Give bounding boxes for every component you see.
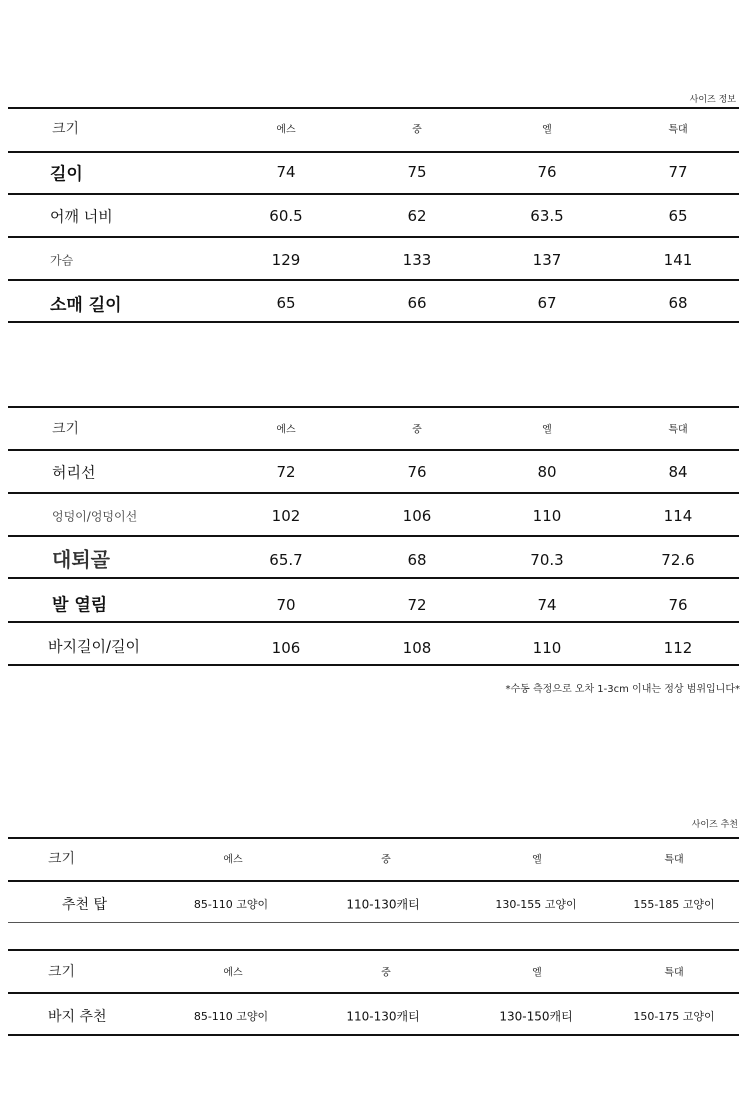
cell-value: 74 — [537, 596, 557, 614]
row-label: 소매 길이 — [50, 295, 122, 316]
cell-value: 106 — [271, 639, 301, 657]
table-divider — [8, 992, 739, 994]
cell-value: 65 — [276, 294, 296, 312]
table-divider — [8, 321, 739, 323]
header-label-size: 크기 — [48, 851, 76, 867]
cell-value: 65.7 — [269, 551, 303, 569]
table-divider — [8, 1034, 739, 1036]
table-divider — [8, 236, 739, 238]
header-label-size: 크기 — [52, 421, 80, 437]
header-size-s: 에스 — [223, 854, 243, 866]
header-size-l: 엘 — [542, 424, 552, 436]
cell-value: 76 — [537, 163, 557, 181]
cell-value: 102 — [271, 507, 301, 525]
cell-value: 108 — [402, 639, 432, 657]
cell-value: 114 — [663, 507, 693, 525]
cell-value: 80 — [537, 463, 557, 481]
table-divider — [8, 621, 739, 623]
cell-value: 72 — [276, 463, 296, 481]
table-divider — [8, 949, 739, 951]
cell-value: 62 — [407, 207, 427, 225]
table-divider — [8, 837, 739, 839]
header-size-m: 중 — [381, 854, 391, 866]
cell-value: 112 — [663, 639, 693, 657]
measurement-note: *수동 측정으로 오차 1-3cm 이내는 정상 범위입니다* — [505, 684, 740, 695]
row-label: 엉덩이/엉덩이선 — [52, 509, 138, 524]
table-divider — [8, 193, 739, 195]
table-divider — [8, 449, 739, 451]
table-divider — [8, 664, 739, 666]
cell-value: 68 — [407, 551, 427, 569]
cell-value: 72 — [407, 596, 427, 614]
size-info-caption: 사이즈 정보 — [689, 95, 736, 105]
cell-value: 68 — [668, 294, 688, 312]
cell-value: 110-130캐티 — [346, 897, 420, 912]
header-size-m: 중 — [412, 424, 422, 436]
cell-value: 85-110 고양이 — [193, 898, 269, 911]
cell-value: 67 — [537, 294, 557, 312]
cell-value: 110 — [532, 507, 562, 525]
row-label: 대퇴골 — [52, 547, 110, 572]
row-label: 가슴 — [50, 253, 74, 268]
cell-value: 65 — [668, 207, 688, 225]
table-divider — [8, 922, 739, 923]
table-divider — [8, 406, 739, 408]
header-label-size: 크기 — [52, 121, 80, 137]
row-label: 추천 탑 — [62, 897, 108, 913]
header-size-l: 엘 — [532, 854, 542, 866]
header-size-s: 에스 — [276, 424, 296, 436]
cell-value: 76 — [668, 596, 688, 614]
cell-value: 74 — [276, 163, 296, 181]
header-size-l: 엘 — [532, 967, 542, 979]
cell-value: 137 — [532, 251, 562, 269]
cell-value: 66 — [407, 294, 427, 312]
header-size-m: 중 — [381, 967, 391, 979]
cell-value: 110 — [532, 639, 562, 657]
row-label: 발 열림 — [52, 595, 108, 616]
header-size-m: 중 — [412, 124, 422, 136]
cell-value: 60.5 — [269, 207, 303, 225]
table-divider — [8, 880, 739, 882]
header-size-xl: 특대 — [664, 967, 684, 979]
cell-value: 70.3 — [530, 551, 564, 569]
cell-value: 70 — [276, 596, 296, 614]
cell-value: 150-175 고양이 — [633, 1010, 715, 1023]
cell-value: 106 — [402, 507, 432, 525]
header-size-l: 엘 — [542, 124, 552, 136]
cell-value: 72.6 — [661, 551, 695, 569]
cell-value: 155-185 고양이 — [633, 898, 715, 911]
row-label: 어깨 너비 — [50, 207, 113, 226]
table-divider — [8, 107, 739, 109]
table-divider — [8, 151, 739, 153]
table-divider — [8, 279, 739, 281]
cell-value: 129 — [271, 251, 301, 269]
cell-value: 76 — [407, 463, 427, 481]
cell-value: 63.5 — [530, 207, 564, 225]
cell-value: 133 — [402, 251, 432, 269]
row-label: 바지 추천 — [48, 1009, 107, 1025]
table-divider — [8, 535, 739, 537]
size-recommendation-caption: 사이즈 추천 — [691, 820, 738, 830]
table-divider — [8, 492, 739, 494]
row-label: 바지길이/길이 — [48, 637, 140, 656]
header-size-s: 에스 — [276, 124, 296, 136]
cell-value: 130-155 고양이 — [495, 898, 577, 911]
row-label: 길이 — [50, 164, 83, 185]
cell-value: 75 — [407, 163, 427, 181]
cell-value: 141 — [663, 251, 693, 269]
table-divider — [8, 577, 739, 579]
header-size-xl: 특대 — [664, 854, 684, 866]
cell-value: 130-150캐티 — [499, 1009, 573, 1024]
cell-value: 110-130캐티 — [346, 1009, 420, 1024]
header-size-s: 에스 — [223, 967, 243, 979]
header-label-size: 크기 — [48, 964, 76, 980]
header-size-xl: 특대 — [668, 124, 688, 136]
row-label: 허리선 — [52, 463, 96, 482]
header-size-xl: 특대 — [668, 424, 688, 436]
cell-value: 85-110 고양이 — [193, 1010, 269, 1023]
cell-value: 77 — [668, 163, 688, 181]
cell-value: 84 — [668, 463, 688, 481]
